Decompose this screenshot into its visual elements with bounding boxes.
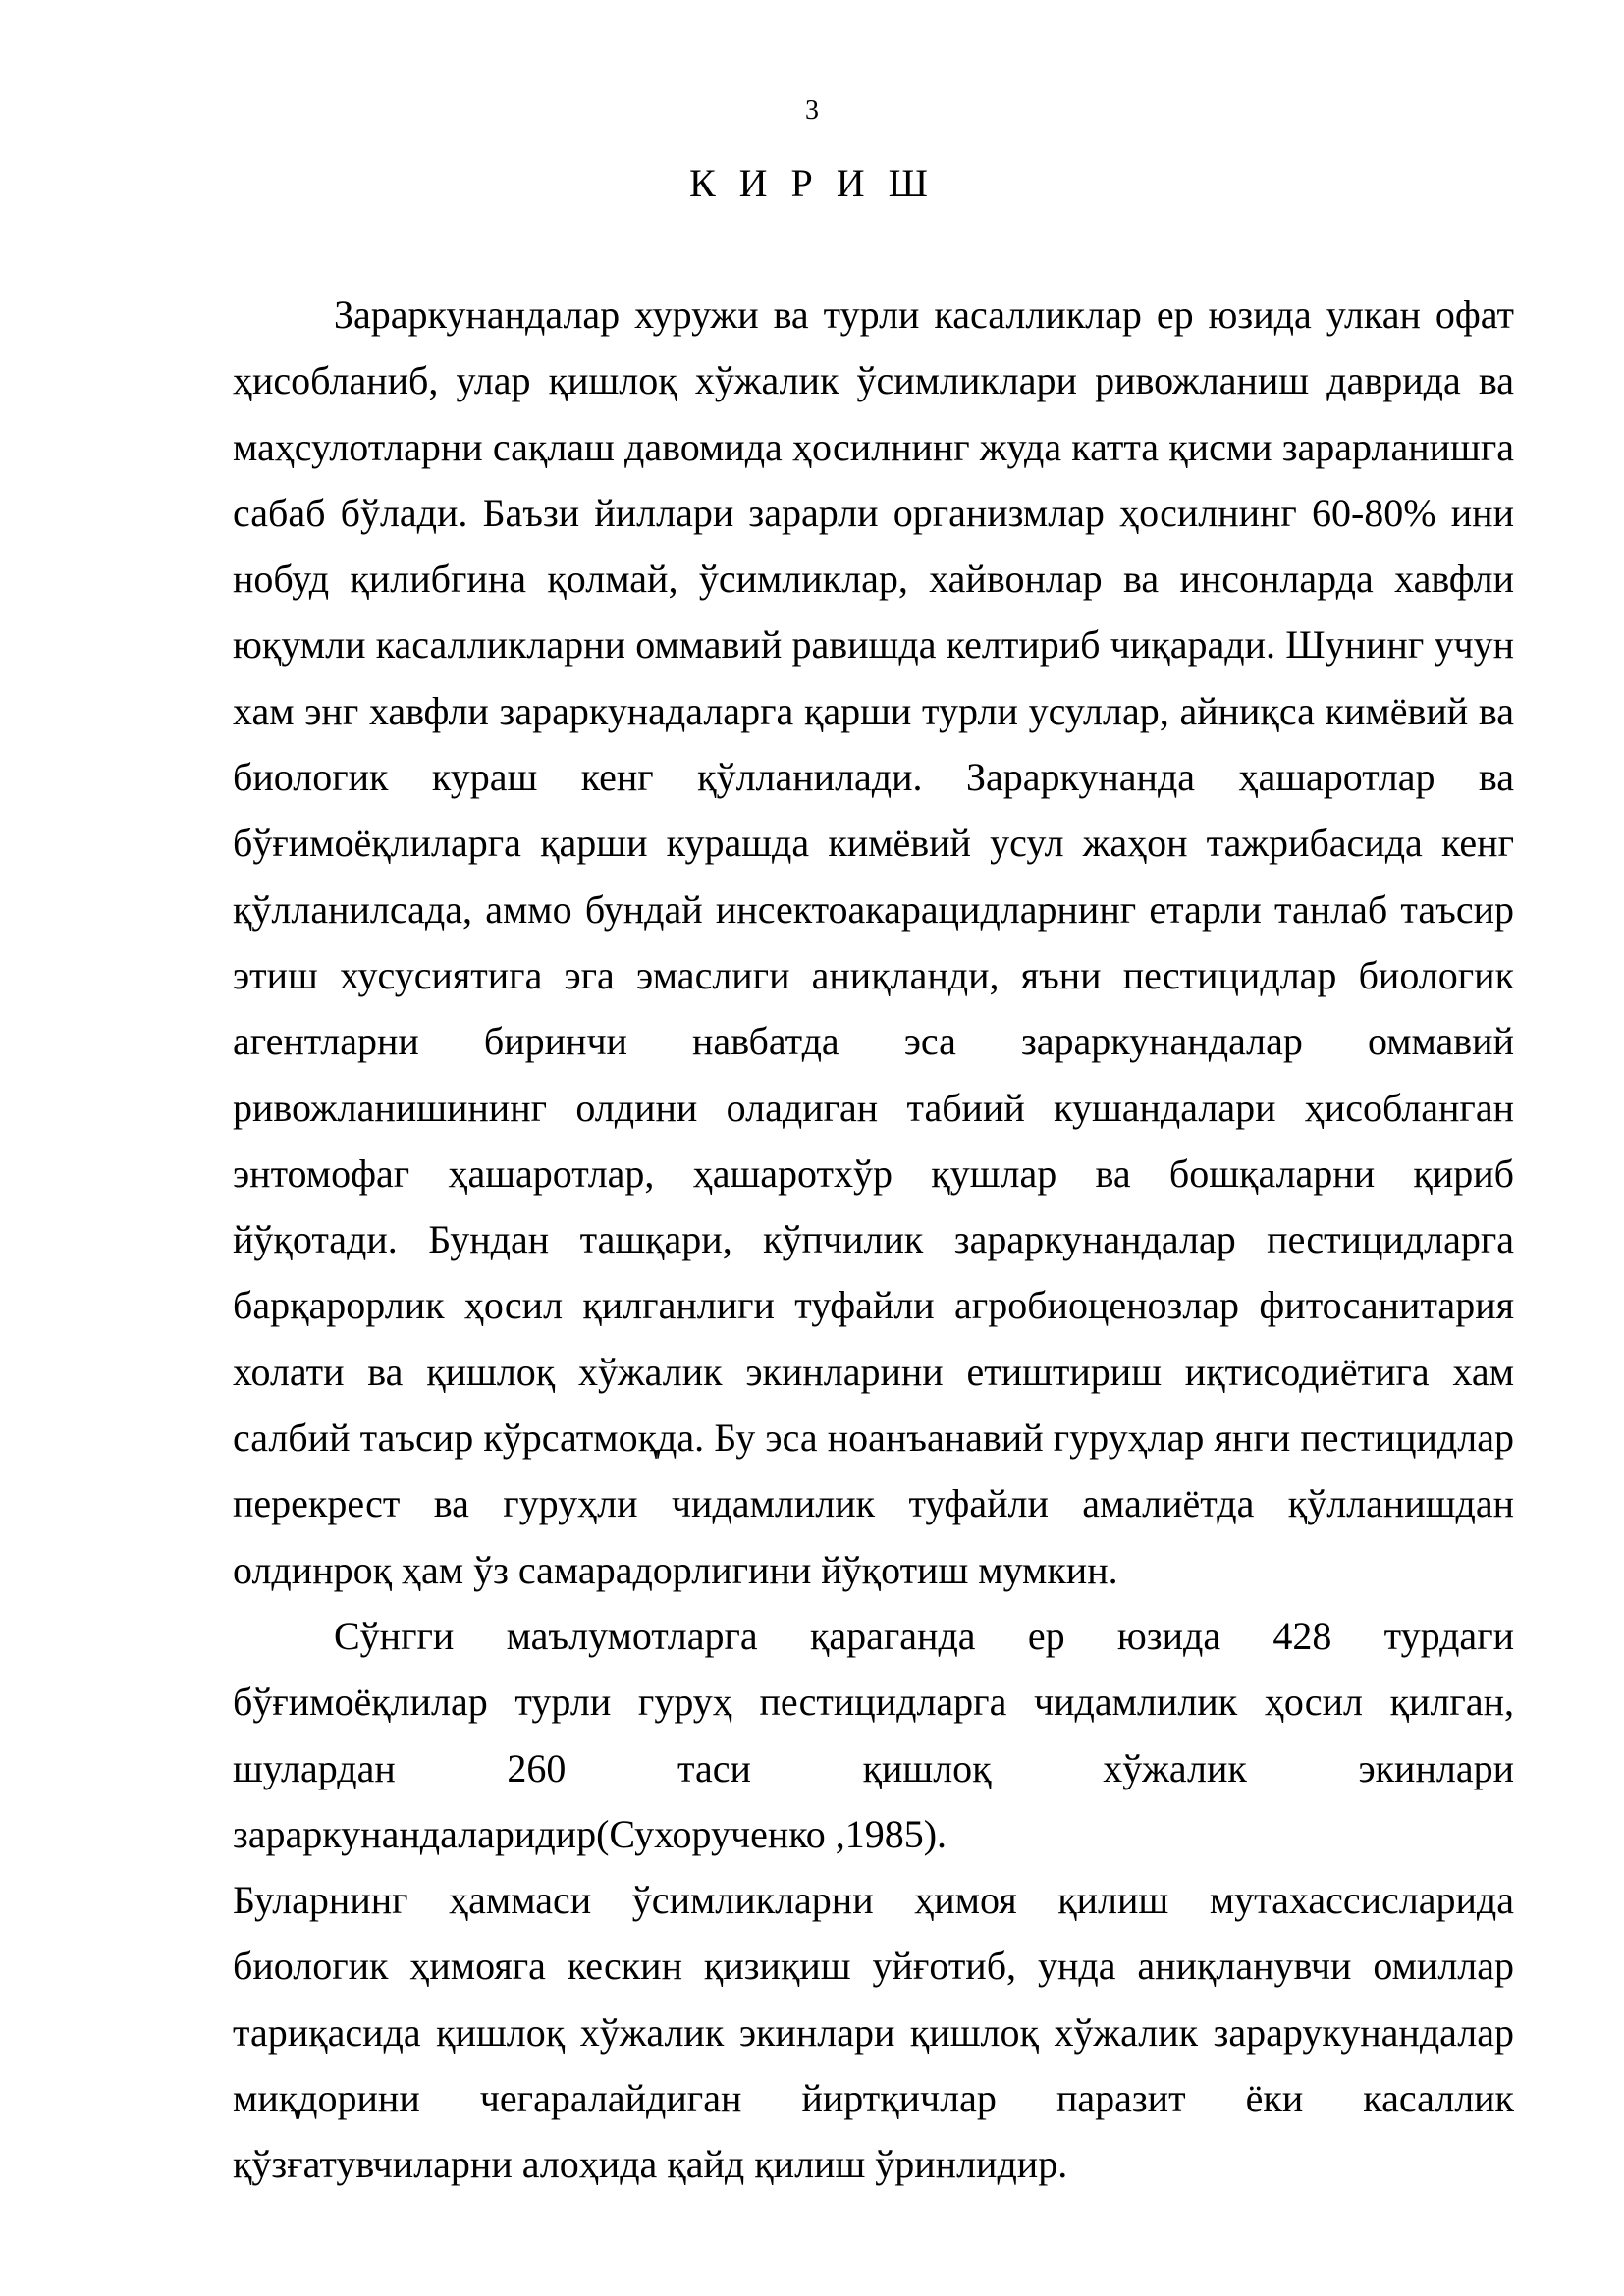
page-title: К И Р И Ш bbox=[688, 161, 936, 205]
paragraph-resistance-statistics: Сўнгги маълумотларга қараганда ер юзида 428 турдаги бўғимоёқлилар турли гуруҳ пестицидларга чидамлилик ҳосил қилган, шулардан 260 таси қишлоқ хўжалик экинлари зараркунандаларидир(Сухорученко ,1985). bbox=[233, 1613, 1514, 1856]
paragraph-biological-protection: Буларнинг ҳаммаси ўсимликларни ҳимоя қилиш мутахассисларида биологик ҳимояга кескин қизиқиш уйғотиб, унда аниқланувчи омиллар тариқасида қишлоқ хўжалик экинлари қишлоқ хўжалик зарарукунандалар миқдорини чегаралайдиган йиртқичлар паразит ёки касаллик қўзғатувчиларни алоҳида қайд қилиш ўринлидир. bbox=[233, 1878, 1514, 2187]
document-body bbox=[233, 282, 1514, 2198]
paragraph-intro: Зараркунандалар хуружи ва турли касалликлар ер юзида улкан офат ҳисобланиб, улар қишлоқ хўжалик ўсимликлари ривожланиш даврида ва маҳсулотларни сақлаш давомида ҳосилнинг жуда катта қисми зарарланишга сабаб бўлади. Баъзи йиллари зарарли организмлар ҳосилнинг 60-80% ини нобуд қилибгина қолмай, ўсимликлар, хайвонлар ва инсонларда хавфли юқумли касалликларни оммавий равишда келтириб чиқаради. Шунинг учун хам энг хавфли зараркунадаларга қарши турли усуллар, айниқса кимёвий ва биологик кураш кенг қўлланилади. Зараркунанда ҳашаротлар ва бўғимоёқлиларга қарши курашда кимёвий усул жаҳон тажрибасида кенг қўлланилсада, аммо бундай инсектоакарацидларнинг етарли танлаб таъсир этиш хусусиятига эга эмаслиги аниқланди, яъни пестицидлар биологик агентларни биринчи навбатда эса зараркунандалар оммавий ривожланишининг олдини оладиган табиий кушандалари ҳисобланган энтомофаг ҳашаротлар, ҳашаротхўр қушлар ва бошқаларни қириб йўқотади. Бундан ташқари, кўпчилик зараркунандалар пестицидларга барқарорлик ҳосил қилганлиги туфайли агробиоценозлар фитосанитария холати ва қишлоқ хўжалик экинларини етиштириш иқтисодиётига хам салбий таъсир кўрсатмоқда. Бу эса ноанъанавий гуруҳлар янги пестицидлар перекрест ва гуруҳли чидамлилик туфайли амалиётда қўлланишдан олдинроқ ҳам ўз самарадорлигини йўқотиш мумкин. bbox=[233, 293, 1514, 1592]
page-number: 3 bbox=[805, 95, 819, 126]
